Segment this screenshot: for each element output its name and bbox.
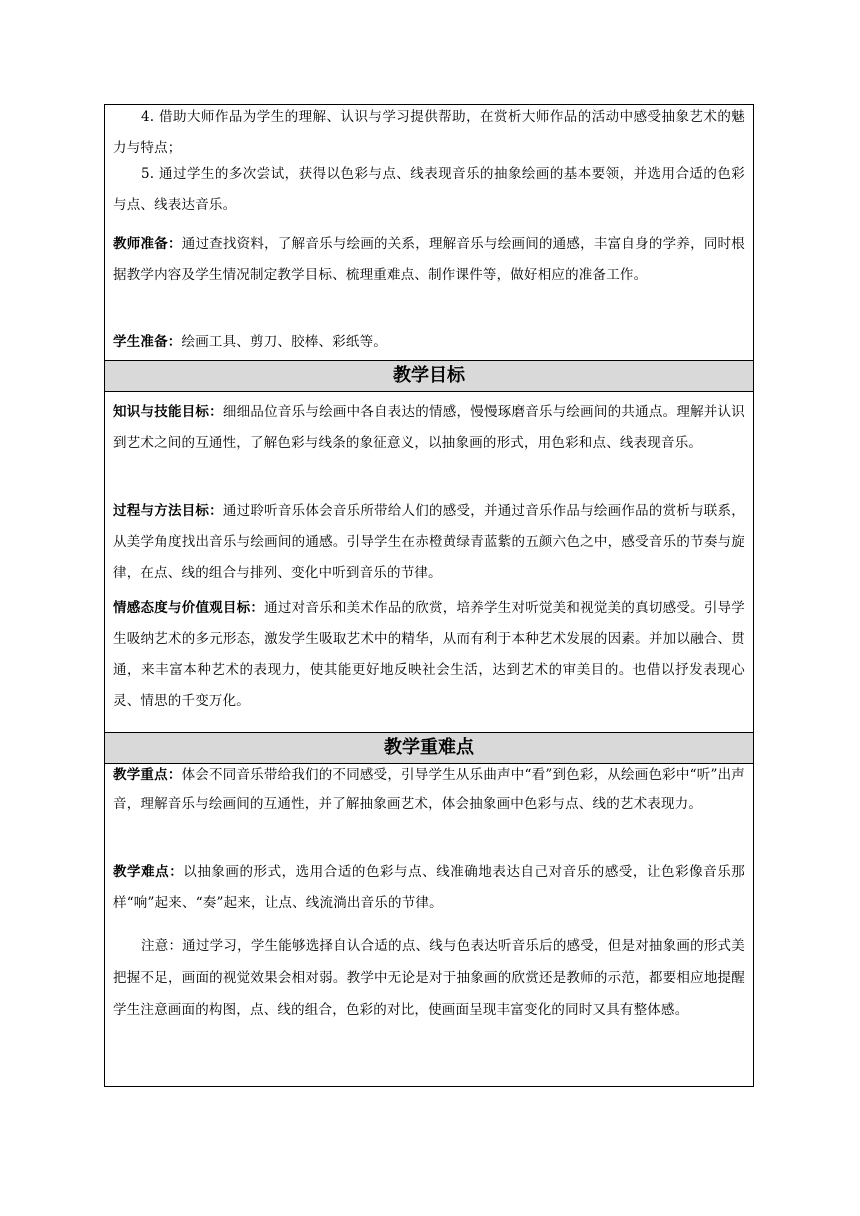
teaching-note: 注意：通过学习，学生能够选择自认合适的点、线与色表达听音乐后的感受，但是对抽象画的形式美把握不足，画面的视觉效果会相对弱。教学中无论是对于抽象画的欣赏还是教师的示范，都要相应地提醒学生注意画面的构图，点、线的组合，色彩的对比，使画面呈现丰富变化的同时又具有整体感。 bbox=[113, 938, 745, 1018]
student-preparation-label: 学生准备： bbox=[113, 334, 182, 350]
student-preparation bbox=[113, 327, 745, 358]
teaching-difficulty-text: 以抽象画的形式，选用合适的色彩与点、线准确地表达自己对音乐的感受，让色彩像音乐那样“响”起来、“奏”起来，让点、线流淌出音乐的节律。 bbox=[113, 864, 746, 911]
teaching-focus bbox=[113, 761, 745, 819]
teaching-goals-section bbox=[105, 392, 753, 732]
teaching-goals-header: 教学目标 bbox=[105, 360, 753, 392]
key-difficult-header: 教学重难点 bbox=[105, 732, 753, 764]
knowledge-skill-label: 知识与技能目标： bbox=[113, 404, 223, 420]
process-method-text: 通过聆听音乐体会音乐所带给人们的感受，并通过音乐作品与绘画作品的赏析与联系，从美学角度找出音乐与绘画间的通感。引导学生在赤橙黄绿青蓝紫的五颜六色之中，感受音乐的节奏与旋律，在点、线的组合与排列、变化中听到音乐的节律。 bbox=[113, 503, 745, 581]
knowledge-skill-goal bbox=[113, 397, 745, 459]
teacher-preparation-text: 通过查找资料，了解音乐与绘画的关系，理解音乐与绘画间的通感，丰富自身的学养，同时根据教学内容及学生情况制定教学目标、梳理重难点、制作课件等，做好相应的准备工作。 bbox=[113, 236, 745, 283]
process-method-goal bbox=[113, 496, 745, 589]
teaching-difficulty bbox=[113, 857, 745, 919]
knowledge-skill-text: 细细品位音乐与绘画中各自表达的情感，慢慢琢磨音乐与绘画间的共通点。理解并认识到艺术之间的互通性，了解色彩与线条的象征意义，以抽象画的形式，用色彩和点、线表现音乐。 bbox=[113, 404, 745, 451]
emotion-value-goal bbox=[113, 593, 745, 717]
preparation-section bbox=[105, 105, 753, 360]
emotion-value-label: 情感态度与价值观目标： bbox=[113, 600, 265, 616]
teaching-focus-label: 教学重点： bbox=[113, 767, 182, 783]
objective-item-4: 4. 借助大师作品为学生的理解、认识与学习提供帮助，在赏析大师作品的活动中感受抽象艺术的魅力与特点； bbox=[113, 109, 745, 156]
teacher-preparation bbox=[113, 229, 745, 291]
teacher-preparation-label: 教师准备： bbox=[113, 236, 182, 252]
lesson-plan-table bbox=[104, 104, 754, 1087]
student-preparation-text: 绘画工具、剪刀、胶棒、彩纸等。 bbox=[181, 334, 387, 350]
process-method-label: 过程与方法目标： bbox=[113, 503, 223, 519]
teaching-focus-text: 体会不同音乐带给我们的不同感受，引导学生从乐曲声中“看”到色彩，从绘画色彩中“听”出声音，理解音乐与绘画间的互通性，并了解抽象画艺术，体会抽象画中色彩与点、线的艺术表现力。 bbox=[113, 767, 745, 812]
emotion-value-text: 通过对音乐和美术作品的欣赏，培养学生对听觉美和视觉美的真切感受。引导学生吸纳艺术的多元形态，激发学生吸取艺术中的精华，从而有利于本种艺术发展的因素。并加以融合、贯通，来丰富本种艺术的表现力，使其能更好地反映社会生活，达到艺术的审美目的。也借以抒发表现心灵、情思的千变万化。 bbox=[113, 600, 745, 709]
key-difficult-section bbox=[105, 764, 753, 1086]
teaching-difficulty-label: 教学难点： bbox=[113, 864, 184, 880]
objective-item-5: 5. 通过学生的多次尝试，获得以色彩与点、线表现音乐的抽象绘画的基本要领，并选用合适的色彩与点、线表达音乐。 bbox=[113, 166, 745, 213]
